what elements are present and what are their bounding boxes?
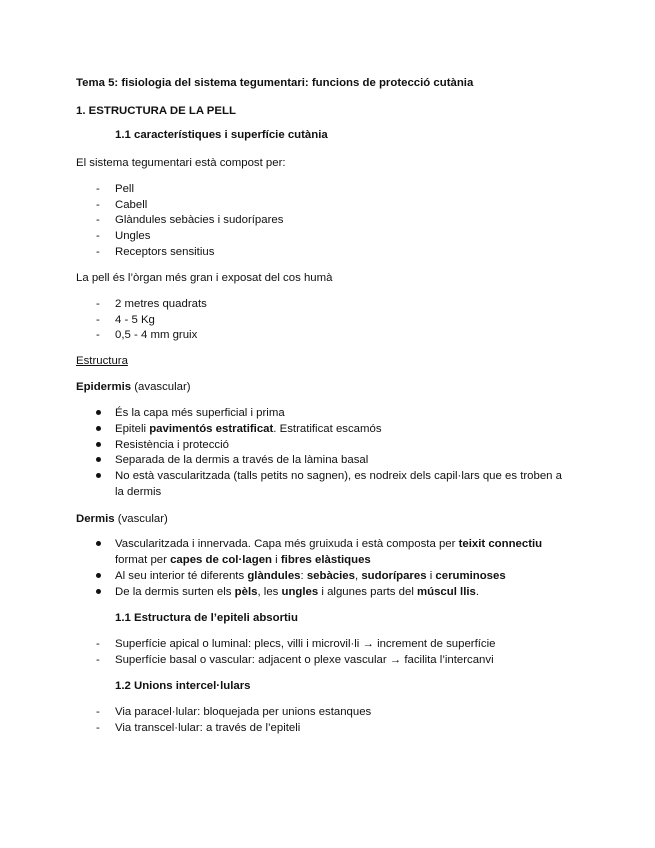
dash-marker: - <box>96 246 100 258</box>
bullet-dot <box>96 589 101 594</box>
list-item: Cabell <box>115 199 148 211</box>
bullet-dot <box>96 541 101 546</box>
bold-span: ungles <box>281 586 319 598</box>
epidermis-title: Epidermis <box>76 381 132 393</box>
text-span: Al seu interior té diferents <box>115 570 248 582</box>
list-item: Resistència i protecció <box>115 439 229 451</box>
text-span: . <box>475 586 480 598</box>
dash-marker: - <box>96 638 100 650</box>
text-span: De la dermis surten els <box>115 586 235 598</box>
text-span: i <box>272 554 281 566</box>
list-item: 4 - 5 Kg <box>115 314 155 326</box>
dash-marker: - <box>96 230 100 242</box>
epidermis-note: (avascular) <box>131 381 191 393</box>
dash-marker: - <box>96 329 100 341</box>
bold-span: múscul llis <box>417 586 476 598</box>
dash-marker: - <box>96 722 100 734</box>
bold-span: sudorípares <box>361 570 427 582</box>
list-item-continuation: la dermis <box>115 486 162 498</box>
dash-marker: - <box>96 199 100 211</box>
bold-span: pavimentós estratificat <box>149 423 274 435</box>
subheading-unions: 1.2 Unions intercel·lulars <box>115 680 251 692</box>
list-item: Glàndules sebàcies i sudorípares <box>115 214 284 226</box>
list-item: 0,5 - 4 mm gruix <box>115 329 198 341</box>
dash-marker: - <box>96 314 100 326</box>
list-item-continuation <box>115 553 371 567</box>
bold-span: teixit connectiu <box>458 538 543 550</box>
dash-marker: - <box>96 298 100 310</box>
text-span: . Estratificat escamós <box>273 423 382 435</box>
subheading-epiteli-absortiu: 1.1 Estructura de l’epiteli absortiu <box>115 612 298 624</box>
dermis-note: (vascular) <box>114 513 168 525</box>
list-item: Receptors sensitius <box>115 246 215 258</box>
bold-span: pèls <box>234 586 258 598</box>
dash-marker: - <box>96 214 100 226</box>
bullet-dot <box>96 573 101 578</box>
text-span: : <box>300 570 307 582</box>
section-heading-estructura-pell: 1. ESTRUCTURA DE LA PELL <box>76 105 236 117</box>
list-item: Superfície basal o vascular: adjacent o plexe vascular → facilita l’intercanvi <box>115 654 494 666</box>
bold-span: sebàcies <box>306 570 355 582</box>
list-item: No està vascularitzada (talls petits no sagnen), es nodreix dels capil·lars que es troben a <box>115 470 563 482</box>
heading-epidermis <box>76 380 191 394</box>
bullet-dot <box>96 426 101 431</box>
list-item: És la capa més superficial i prima <box>115 407 285 419</box>
list-item: Separada de la dermis a través de la làmina basal <box>115 454 369 466</box>
list-item: Via transcel·lular: a través de l’epiteli <box>115 722 301 734</box>
bullet-dot <box>96 473 101 478</box>
bold-span: glàndules <box>247 570 301 582</box>
text-span: format per <box>115 554 171 566</box>
dash-marker: - <box>96 706 100 718</box>
bold-span: ceruminoses <box>435 570 506 582</box>
text-span: , <box>354 570 362 582</box>
document-title: Tema 5: fisiologia del sistema tegumentari: funcions de protecció cutània <box>76 77 474 89</box>
text-span: i algunes parts del <box>318 586 418 598</box>
text-span: Epiteli <box>115 423 150 435</box>
subheading-caracteristiques: 1.1 característiques i superfície cutània <box>115 129 328 141</box>
bullet-dot <box>96 457 101 462</box>
list-item <box>115 585 479 599</box>
bold-span: capes de col·lagen <box>170 554 272 566</box>
list-item: Pell <box>115 183 134 195</box>
dash-marker: - <box>96 183 100 195</box>
dermis-title: Dermis <box>76 513 115 525</box>
bullet-dot <box>96 442 101 447</box>
heading-dermis <box>76 512 168 526</box>
dash-marker: - <box>96 654 100 666</box>
heading-estructura: Estructura <box>76 355 128 367</box>
text-span: i <box>426 570 436 582</box>
paragraph-compost: El sistema tegumentari està compost per: <box>76 157 286 169</box>
text-span: Vascularitzada i innervada. Capa més gruixuda i està composta per <box>115 538 459 550</box>
list-item: Ungles <box>115 230 151 242</box>
list-item <box>115 537 542 551</box>
bold-span: fibres elàstiques <box>280 554 371 566</box>
paragraph-pell: La pell és l’òrgan més gran i exposat del cos humà <box>76 272 333 284</box>
list-item <box>115 569 506 583</box>
list-item: Superfície apical o luminal: plecs, villi i microvil·li → increment de superfície <box>115 638 496 650</box>
list-item: Via paracel·lular: bloquejada per unions estanques <box>115 706 372 718</box>
list-item <box>115 422 382 436</box>
list-item: 2 metres quadrats <box>115 298 207 310</box>
bullet-dot <box>96 410 101 415</box>
text-span: , les <box>257 586 282 598</box>
